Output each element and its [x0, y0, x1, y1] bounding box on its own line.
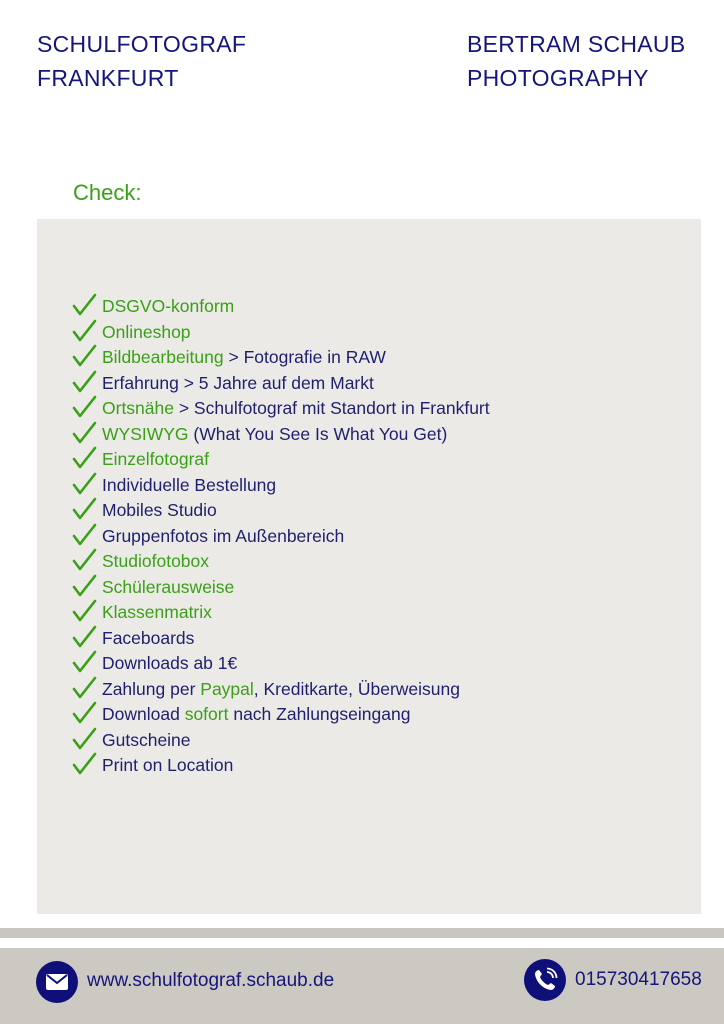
- checklist-item-text: Klassenmatrix: [102, 602, 212, 622]
- checklist-item: [72, 651, 490, 677]
- checklist-item: [72, 600, 490, 626]
- brand-left-line1: SCHULFOTOGRAF: [37, 31, 247, 57]
- checkmark-icon: [72, 726, 97, 752]
- checklist-item-text: Gruppenfotos im Außenbereich: [102, 525, 345, 546]
- checklist-item-text: Faceboards: [102, 627, 195, 648]
- checklist-item-text: Onlineshop: [102, 321, 191, 342]
- checklist-item-text: Mobiles Studio: [102, 500, 217, 520]
- checklist-item-text: DSGVO-konform: [102, 296, 235, 316]
- checklist-item-text: Download: [102, 704, 185, 724]
- checkmark-icon: [72, 471, 97, 497]
- checklist-item: [72, 371, 490, 397]
- brand-right-line1: BERTRAM SCHAUB: [467, 31, 686, 57]
- checklist-item-text: > Schulfotograf mit Standort in Frankfurt: [173, 398, 490, 418]
- checkmark-icon: [72, 700, 97, 726]
- phone-number[interactable]: 015730417658: [575, 969, 702, 990]
- brand-right: [467, 27, 685, 95]
- checklist-item-text: (What You See Is What You Get): [188, 423, 448, 444]
- check-title: Check:: [73, 180, 142, 205]
- checkmark-icon: [72, 573, 97, 599]
- checklist-item: [72, 320, 490, 346]
- checkmark-icon: [72, 343, 97, 369]
- checklist-item: [72, 753, 490, 779]
- checklist-item-text: Zahlung per: [102, 678, 201, 699]
- checklist-item: [72, 728, 490, 754]
- checklist-item-text: Schülerausweise: [102, 576, 235, 597]
- checklist-item: [72, 473, 490, 499]
- checkmark-icon: [72, 751, 97, 777]
- checkmark-icon: [72, 624, 97, 650]
- checkmark-icon: [72, 675, 97, 701]
- footer-divider: [0, 928, 724, 938]
- checklist-item-text: , Kreditkarte, Überweisung: [253, 678, 460, 699]
- checklist-item-text: WYSIWYG: [102, 423, 189, 444]
- checkmark-icon: [72, 598, 97, 624]
- brand-left-line2: FRANKFURT: [37, 65, 179, 91]
- checklist-item-text: > Fotografie in RAW: [223, 347, 386, 367]
- checkmark-icon: [72, 369, 97, 395]
- mail-icon: [36, 961, 78, 1003]
- checkmark-icon: [72, 318, 97, 344]
- checklist-item: [72, 677, 490, 703]
- checklist-item-text: Bildbearbeitung: [102, 347, 224, 367]
- checklist-item-text: Downloads ab 1€: [102, 653, 238, 673]
- checklist-item-text: Einzelfotograf: [102, 449, 210, 469]
- checklist-item: [72, 396, 490, 422]
- checklist-item-text: Studiofotobox: [102, 551, 210, 571]
- checklist-item: [72, 702, 490, 728]
- checklist-item: [72, 447, 490, 473]
- checkmark-icon: [72, 547, 97, 573]
- checklist-item: [72, 575, 490, 601]
- checklist: [72, 294, 490, 779]
- phone-icon: [524, 959, 566, 1001]
- checklist-item-text: Paypal: [200, 678, 254, 699]
- checkmark-icon: [72, 420, 97, 446]
- checklist-item: [72, 626, 490, 652]
- checkmark-icon: [72, 394, 97, 420]
- checklist-item: [72, 422, 490, 448]
- checkmark-icon: [72, 292, 97, 318]
- checklist-item-text: Print on Location: [102, 755, 234, 775]
- checklist-item-text: Erfahrung > 5 Jahre auf dem Markt: [102, 372, 374, 393]
- checklist-item-text: nach Zahlungseingang: [228, 704, 411, 724]
- checklist-item-text: Ortsnähe: [102, 398, 174, 418]
- checklist-item-text: Individuelle Bestellung: [102, 474, 277, 495]
- checklist-item: [72, 345, 490, 371]
- brand-right-line2: PHOTOGRAPHY: [467, 65, 649, 91]
- checklist-item: [72, 498, 490, 524]
- checkmark-icon: [72, 522, 97, 548]
- checkmark-icon: [72, 649, 97, 675]
- checklist-item: [72, 549, 490, 575]
- checkmark-icon: [72, 445, 97, 471]
- website-link[interactable]: www.schulfotograf.schaub.de: [87, 970, 335, 991]
- checklist-item: [72, 524, 490, 550]
- checklist-item-text: Gutscheine: [102, 729, 191, 750]
- checklist-item-text: sofort: [184, 704, 229, 724]
- checkmark-icon: [72, 496, 97, 522]
- checklist-item: [72, 294, 490, 320]
- brand-left: [37, 27, 246, 95]
